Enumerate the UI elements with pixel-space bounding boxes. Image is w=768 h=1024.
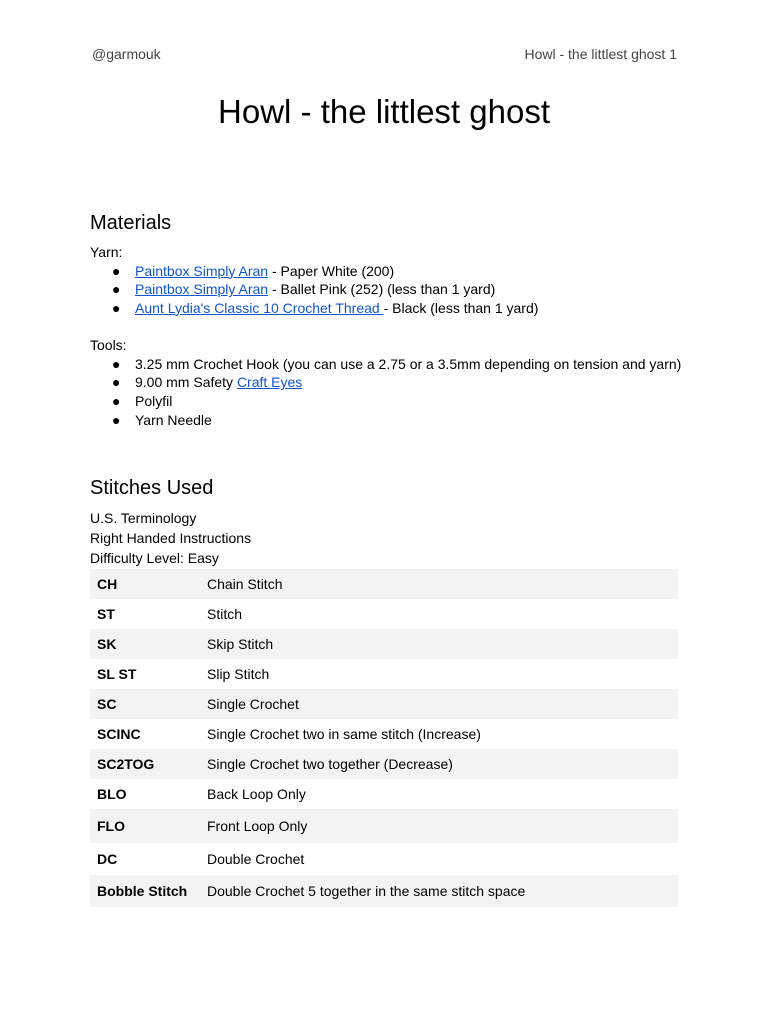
yarn-detail: - Ballet Pink (252) (less than 1 yard)	[268, 281, 496, 298]
tool-text: Polyfil	[135, 392, 173, 409]
materials-section	[90, 211, 682, 429]
list-item	[90, 355, 682, 374]
tool-text: 9.00 mm Safety	[135, 374, 237, 391]
table-row	[90, 569, 678, 599]
yarn-link-paintbox-white[interactable]: Paintbox Simply Aran	[135, 262, 269, 279]
table-row	[90, 659, 678, 689]
table-row	[90, 749, 678, 779]
list-item	[90, 299, 678, 318]
yarn-label: Yarn:	[90, 244, 123, 260]
stitch-abbr: FLO	[90, 809, 200, 843]
difficulty-note: Difficulty Level: Easy	[90, 550, 219, 566]
stitch-abbr: CH	[90, 569, 200, 599]
list-item	[90, 392, 678, 411]
stitch-desc: Single Crochet	[200, 689, 678, 719]
table-row	[90, 689, 678, 719]
tool-text: Yarn Needle	[135, 411, 212, 428]
stitch-desc: Back Loop Only	[207, 785, 306, 802]
stitch-notes	[90, 508, 678, 568]
bullet-icon: ●	[112, 411, 121, 428]
table-row	[90, 599, 678, 629]
list-item	[90, 262, 678, 281]
stitch-abbr: SK	[90, 629, 200, 659]
stitch-abbr: SC2TOG	[90, 749, 200, 779]
stitch-abbr: ST	[97, 605, 115, 622]
stitch-abbr: SCINC	[97, 725, 141, 742]
bullet-icon: ●	[112, 262, 121, 279]
terminology-note: U.S. Terminology	[90, 510, 197, 526]
stitches-section	[90, 476, 678, 907]
stitches-table	[90, 569, 678, 907]
bullet-icon: ●	[112, 355, 121, 372]
table-row	[90, 875, 678, 907]
header-author: @garmouk	[92, 46, 161, 62]
handedness-note: Right Handed Instructions	[90, 530, 252, 546]
list-item	[90, 411, 678, 430]
tools-list	[90, 355, 682, 429]
header-page-label: Howl - the littlest ghost 1	[524, 46, 677, 62]
stitch-abbr: BLO	[97, 785, 127, 802]
craft-eyes-link[interactable]: Craft Eyes	[236, 374, 303, 391]
stitch-abbr: SL ST	[97, 665, 137, 682]
stitch-desc: Single Crochet two together (Decrease)	[200, 749, 678, 779]
stitch-abbr: DC	[97, 850, 118, 867]
bullet-icon: ●	[112, 281, 121, 298]
table-row	[90, 629, 678, 659]
list-item	[90, 373, 678, 392]
stitch-desc: Front Loop Only	[200, 809, 678, 843]
bullet-icon: ●	[112, 392, 121, 409]
stitch-desc: Slip Stitch	[207, 665, 270, 682]
table-row	[90, 843, 678, 875]
bullet-icon: ●	[112, 374, 121, 391]
document-title: Howl - the littlest ghost	[218, 93, 550, 130]
yarn-link-aunt-lydias[interactable]: Aunt Lydia's Classic 10 Crochet Thread	[135, 299, 384, 316]
stitch-desc: Double Crochet 5 together in the same stitch space	[200, 875, 678, 907]
yarn-detail: - Paper White (200)	[268, 262, 395, 279]
materials-heading: Materials	[90, 212, 172, 234]
stitch-desc: Stitch	[207, 605, 243, 622]
stitch-abbr: SC	[90, 689, 200, 719]
yarn-detail: - Black (less than 1 yard)	[383, 299, 539, 316]
stitch-desc: Skip Stitch	[200, 629, 678, 659]
table-row	[90, 719, 678, 749]
table-row	[90, 809, 678, 843]
yarn-link-paintbox-pink[interactable]: Paintbox Simply Aran	[135, 281, 269, 298]
tools-label: Tools:	[90, 337, 127, 354]
stitch-desc: Double Crochet	[207, 850, 305, 867]
tool-text: 3.25 mm Crochet Hook (you can use a 2.75 or a 3.5mm depending on tension and yarn)	[135, 355, 682, 372]
stitches-heading: Stitches Used	[90, 477, 214, 499]
stitch-desc: Single Crochet two in same stitch (Increase)	[207, 725, 481, 742]
bullet-icon: ●	[112, 299, 121, 316]
stitch-abbr: Bobble Stitch	[90, 875, 200, 907]
yarn-list	[90, 262, 678, 318]
list-item	[90, 280, 678, 299]
table-row	[90, 779, 678, 809]
stitch-desc: Chain Stitch	[200, 569, 678, 599]
